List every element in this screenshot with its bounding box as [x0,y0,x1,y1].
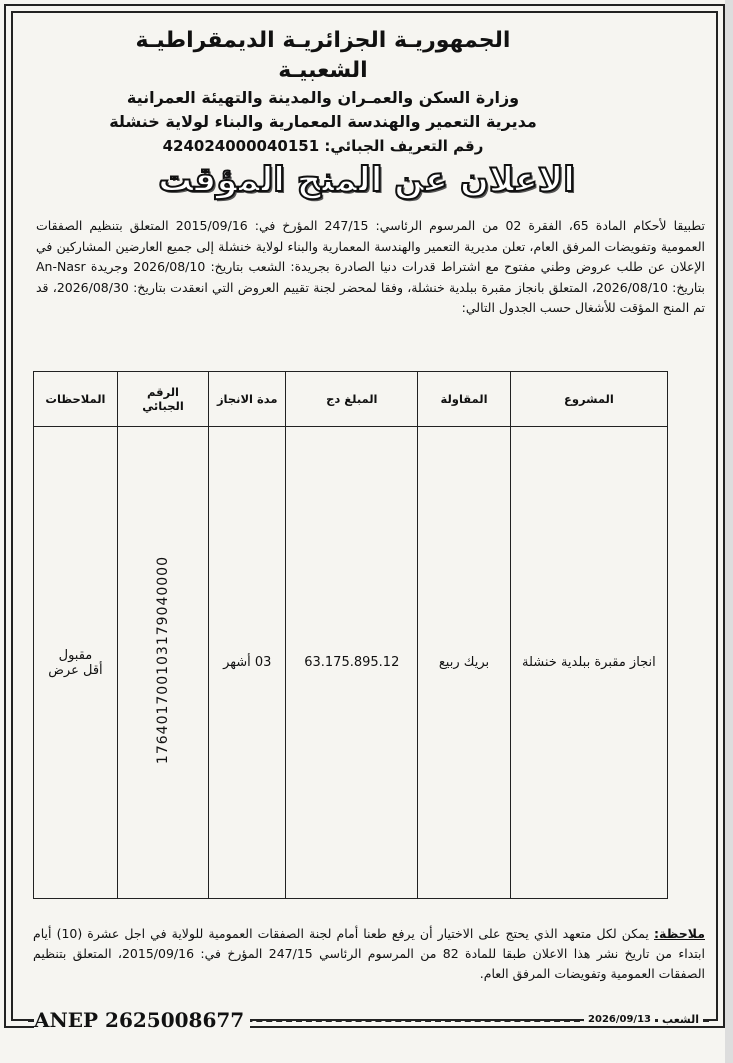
header-block [93,26,553,158]
tax-id-line: رقم التعريف الجبائي: 424024000040151 [162,137,484,155]
ministry-name: وزارة السكن والعمـران والمدينة والتهيئة العمرانية [126,88,520,107]
footer [18,1008,715,1032]
table-header-row [34,372,668,427]
announcement-title: الاعلان عن المنح المؤقت [158,160,575,200]
note-label: ملاحظة: [654,926,705,941]
cell-duration: 03 أشهر [209,427,286,899]
remarks-lowest-offer: أقل عرض [48,662,103,678]
award-table [33,371,668,899]
intro-paragraph: تطبيقا لأحكام المادة 65، الفقرة 02 من المرسوم الرئاسي: 247/15 المؤرخ في: 2015/09/16 المتعلق بتنظيم الصفقات العمومية وتفويضات المرفق العام، تعلن مديرية التعمير والهندسة المعمارية والبناء لولاية خنشلة إلى جميع العارضين المشاركين في الإعلان عن طلب عروض وطني مفتوح مع اشتراط قدرات دنيا الصادرة بجريدة: الشعب بتاريخ: 2026/08/10 وجريدة An-Nasr بتاريخ: 2026/08/10، المتعلق بانجاز مقبرة ببلدية خنشلة، وفقا لمحضر لجنة تقييم العروض التي انعقدت بتاريخ: 2026/08/30، قد تم المنح المؤقت للأشغال حسب الجدول التالي: [36,218,706,315]
anep-reference: ANEP 2625008677 [34,1008,250,1032]
header-duration: مدة الانجاز [209,372,286,427]
header-tax-id: الرقم الجبائي [117,372,208,427]
cell-remarks [34,427,118,899]
note-paragraph [33,924,705,984]
cell-project: انجاز مقبرة ببلدية خنشلة [510,427,667,899]
tax-id-value: 176401700103179040000 [155,556,172,765]
footer-date: 2026/09/13 [584,1014,655,1025]
cell-amount: 63.175.895.12 [286,427,418,899]
header-project: المشروع [510,372,667,427]
note-text: يمكن لكل متعهد الذي يحتج على الاختيار أن يرفع طعنا أمام لجنة الصفقات العمومية للولاية في اجل عشرة (10) أيام ابتداء من تاريخ نشر هذا الاعلان طبقا للمادة 82 من المرسوم الرئاسي 247/15 المؤرخ في: 2015/09/16، المتعلق بتنظيم الصفقات العمومية وتفويضات المرفق العام. [33,926,705,981]
cell-contractor: بريك ربيع [418,427,511,899]
remarks-accepted: مقبول [58,647,93,663]
cell-tax-id [117,427,208,899]
republic-name: الجمهوريـة الجزائريـة الديمقراطيـة الشعبيـة [135,28,511,83]
table-row [34,427,668,899]
header-amount: المبلغ دج [286,372,418,427]
header-remarks: الملاحظات [34,372,118,427]
directorate-name: مديرية التعمير والهندسة المعمارية والبناء لولاية خنشلة [109,112,537,131]
header-contractor: المقاولة [418,372,511,427]
footer-newspaper: الشعب [658,1013,703,1026]
